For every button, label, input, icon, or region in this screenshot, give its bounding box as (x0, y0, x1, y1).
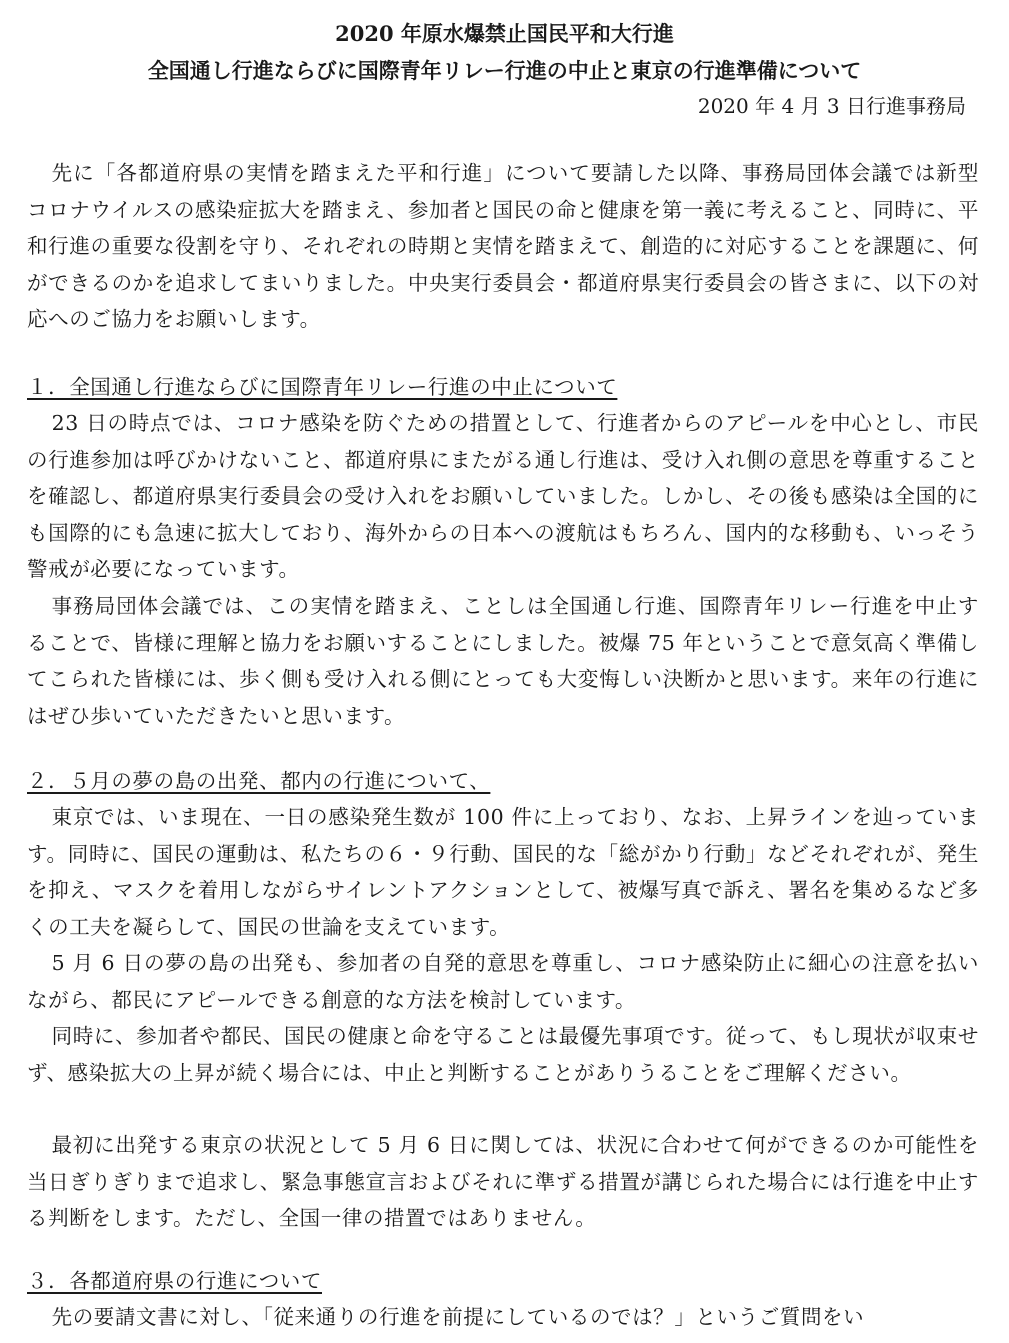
section-2-paragraph: 同時に、参加者や都民、国民の健康と命を守ることは最優先事項です。従って、もし現状が収束せず、感染拡大の上昇が続く場合には、中止と判断することがありうることをご理解ください。 (27, 1024, 979, 1085)
section-3-paragraph: 先の要請文書に対し、「従来通りの行進を前提にしているのでは？」というご質問をい (51, 1305, 865, 1329)
date-issuer: 2020 年 4 月 3 日行進事務局 (697, 94, 966, 118)
intro-paragraph: 先に「各都道府県の実情を踏まえた平和行進」について要請した以降、事務局団体会議では新型コロナウイルスの感染症拡大を踏まえ、参加者と国民の命と健康を第一義に考えること、同時に、平和行進の重要な役割を守り、それぞれの時期と実情を踏まえて、創造的に対応することを課題に、何ができるのかを追求してまいりました。中央実行委員会・都道府県実行委員会の皆さまに、以下の対応へのご協力をお願いします。 (27, 161, 979, 331)
section-2-paragraph: 5 月 6 日の夢の島の出発も、参加者の自発的意思を尊重し、コロナ感染防止に細心の注意を払いながら、都民にアピールできる創意的な方法を検討しています。 (27, 951, 979, 1012)
section-1-paragraph: 事務局団体会議では、この実情を踏まえ、ことしは全国通し行進、国際青年リレー行進を中止することで、皆様に理解と協力をお願いすることにしました。被爆 75 年ということで意気高く準備してこられた皆様には、歩く側も受け入れる側にとっても大変悔しい決断かと思います。来年の行進にはぜひ歩いていただきたいと思います。 (27, 594, 979, 728)
section-3-heading: ３．各都道府県の行進について (27, 1269, 322, 1293)
section-2-heading: ２．５月の夢の島の出発、都内の行進について、 (27, 769, 491, 793)
document-title: 2020 年原水爆禁止国民平和大行進 (335, 21, 674, 46)
section-1-heading: １．全国通し行進ならびに国際青年リレー行進の中止について (27, 375, 618, 399)
section-2-paragraph: 東京では、いま現在、一日の感染発生数が 100 件に上っており、なお、上昇ラインを辿っています。同時に、国民の運動は、私たちの６・９行動、国民的な「総がかり行動」などそれぞれが、発生を抑え、マスクを着用しながらサイレントアクションとして、被爆写真で訴え、署名を集めるなど多くの工夫を凝らして、国民の世論を支えています。 (27, 805, 979, 939)
section-2-paragraph: 最初に出発する東京の状況として 5 月 6 日に関しては、状況に合わせて何ができるのか可能性を当日ぎりぎりまで追求し、緊急事態宣言およびそれに準ずる措置が講じられた場合には行進を中止する判断をします。ただし、全国一律の措置ではありません。 (27, 1133, 979, 1230)
section-1-paragraph: 23 日の時点では、コロナ感染を防ぐための措置として、行進者からのアピールを中心とし、市民の行進参加は呼びかけないこと、都道府県にまたがる通し行進は、受け入れ側の意思を尊重することを確認し、都道府県実行委員会の受け入れをお願いしていました。しかし、その後も感染は全国的にも国際的にも急速に拡大しており、海外からの日本への渡航はもちろん、国内的な移動も、いっそう警戒が必要になっています。 (27, 411, 979, 581)
document-subtitle: 全国通し行進ならびに国際青年リレー行進の中止と東京の行進準備について (147, 58, 862, 83)
